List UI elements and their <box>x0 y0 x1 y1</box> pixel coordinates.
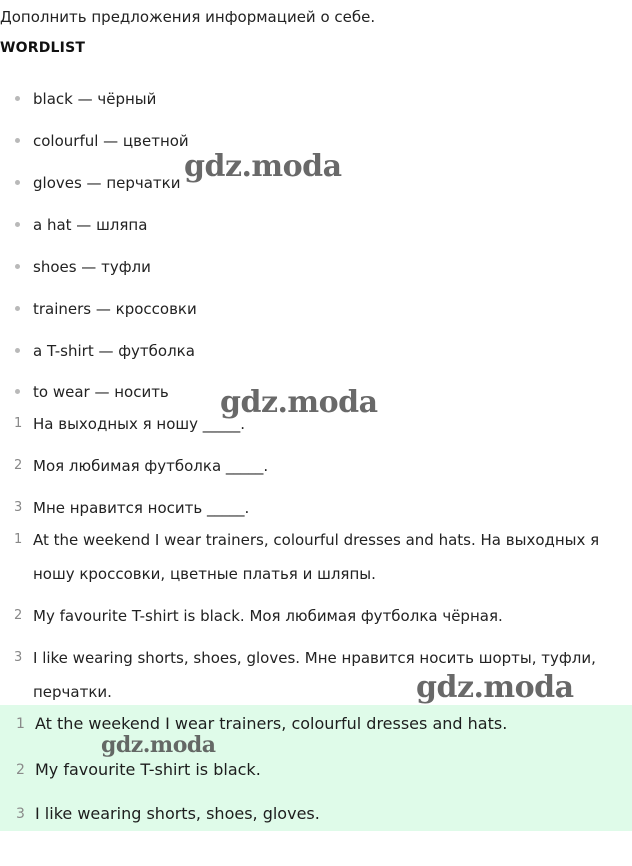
example-text: My favourite T-shirt is black. Моя любимая футболка чёрная. <box>33 607 503 625</box>
item-number: 3 <box>14 500 23 515</box>
task-text: Моя любимая футболка _____. <box>33 457 269 475</box>
item-number: 1 <box>14 532 23 547</box>
watermark-logo: gdz.moda <box>416 670 574 705</box>
instruction-text: Дополнить предложения информацией о себе. <box>0 8 376 26</box>
item-number: 3 <box>14 650 23 665</box>
bullet-icon <box>15 306 20 311</box>
answer-text: My favourite T-shirt is black. <box>35 760 261 779</box>
watermark-logo: gdz.moda <box>220 385 378 420</box>
wordlist-entry: black — чёрный <box>33 90 157 108</box>
wordlist-entry: trainers — кроссовки <box>33 300 197 318</box>
bullet-icon <box>15 180 20 185</box>
item-number: 2 <box>14 608 23 623</box>
bullet-icon <box>15 389 20 394</box>
example-text: I like wearing shorts, shoes, gloves. Мне нравится носить шорты, туфли, перчатки. <box>33 649 596 701</box>
bullet-icon <box>15 264 20 269</box>
item-number: 3 <box>16 806 25 822</box>
example-text: At the weekend I wear trainers, colourful dresses and hats. На выходных я ношу кроссовки, цветные платья и шляпы. <box>33 531 600 583</box>
watermark-logo: gdz.moda <box>184 149 342 184</box>
bullet-icon <box>15 348 20 353</box>
wordlist-entry: shoes — туфли <box>33 258 151 276</box>
item-number: 1 <box>16 716 25 732</box>
wordlist-entry: to wear — носить <box>33 383 169 401</box>
wordlist-entry: a hat — шляпа <box>33 216 148 234</box>
item-number: 2 <box>16 762 25 778</box>
item-number: 1 <box>14 416 23 431</box>
wordlist-entry: gloves — перчатки <box>33 174 181 192</box>
item-number: 2 <box>14 458 23 473</box>
wordlist-entry: colourful — цветной <box>33 132 189 150</box>
watermark-logo: gdz.moda <box>101 732 216 758</box>
wordlist-heading: WORDLIST <box>0 40 86 56</box>
bullet-icon <box>15 96 20 101</box>
wordlist-entry: a T-shirt — футболка <box>33 342 195 360</box>
answer-box <box>0 705 632 831</box>
task-text: На выходных я ношу _____. <box>33 415 246 433</box>
bullet-icon <box>15 138 20 143</box>
answer-text: At the weekend I wear trainers, colourful dresses and hats. <box>35 714 508 733</box>
task-text: Мне нравится носить _____. <box>33 499 250 517</box>
answer-text: I like wearing shorts, shoes, gloves. <box>35 804 320 823</box>
bullet-icon <box>15 222 20 227</box>
